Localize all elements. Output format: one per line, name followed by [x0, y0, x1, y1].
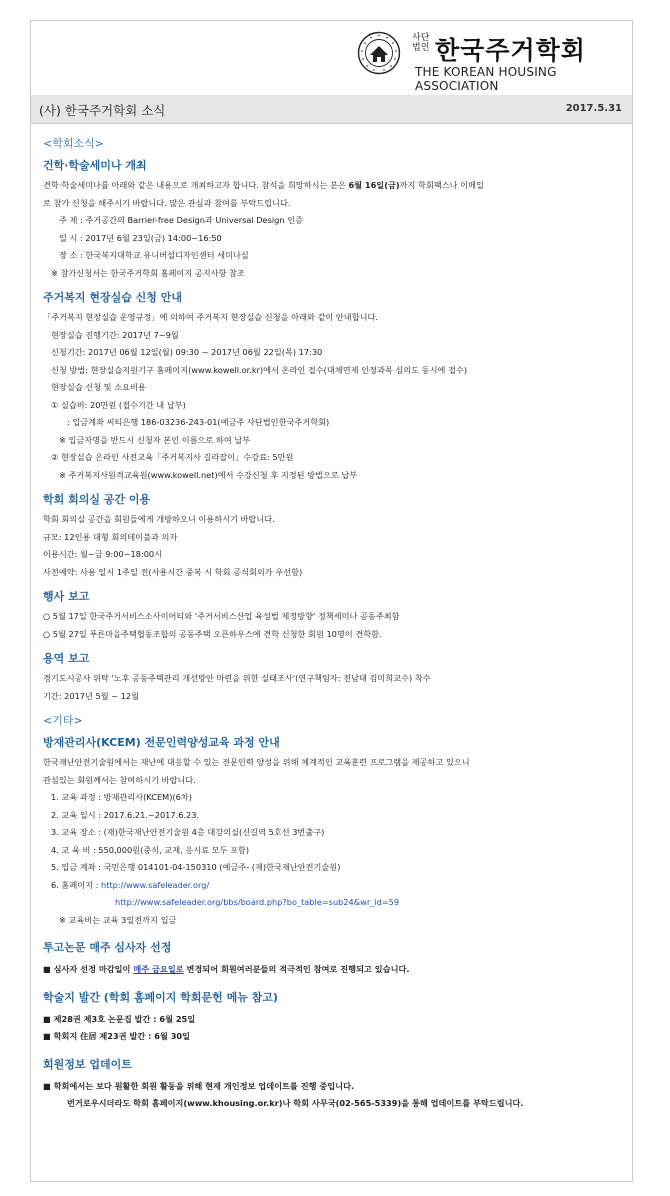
paragraph-line: 로 참가 신청을 해주시기 바랍니다. 많은 관심과 참여를 부탁드립니다. — [43, 197, 291, 208]
seminar-note: ※ 참가신청서는 한국주거학회 홈페이지 공지사항 참조 — [51, 267, 245, 278]
kcem-account: 5. 입금 계좌 : 국민은행 014101-04-150310 (예금주- (재)한국재난안전기술원) — [51, 862, 341, 872]
kcem-venue: 3. 교육 장소 : (재)한국재난안전기술원 4층 대강의실(신길역 5호선 3번출구) — [51, 827, 325, 837]
review-notice: ■ 심사자 선정 마감일이 매주 금요일로 변경되어 회원여러분들의 적극적인 참여로 진행되고 있습니다. — [43, 964, 410, 974]
member-update-line: 번거로우시더라도 학회 홈페이지(www.khousing.or.kr)나 학회 사무국(02-565-5339)을 통해 업데이트를 부탁드립니다. — [67, 1098, 524, 1108]
kcem-dates: 2. 교육 일시 : 2017.6.21.~2017.6.23. — [51, 809, 200, 820]
event-item: ○ 5월 17일 한국주거서비스소사이어티와 '주거서비스산업 육성법 제정방향' 정책세미나 공동주최함 — [43, 611, 400, 621]
newsletter-title: (사) 한국주거학회 소식 — [39, 103, 166, 118]
paragraph-line: 관심있는 회원께서는 참여하시기 바랍니다. — [43, 774, 196, 785]
fieldwork-pre-education: ② 현장실습 온라인 사전교육「주거복지사 길라잡이」수강료: 5만원 — [51, 452, 294, 462]
section-heading: 회원정보 업데이트 — [43, 1057, 132, 1071]
section-kcem — [43, 734, 627, 929]
kcem-board-line — [43, 894, 627, 912]
section-fieldwork — [43, 289, 627, 484]
section-review — [43, 939, 627, 979]
title-bar — [31, 95, 632, 124]
newsletter-content — [43, 135, 627, 1113]
section-heading: 투고논문 매주 심사자 선정 — [43, 941, 172, 954]
paragraph-line: 한국재난안전기술원에서는 재난에 대응할 수 있는 전문인력 양성을 위해 체계적인 교육훈련 프로그램을 제공하고 있으니 — [43, 757, 470, 767]
section-seminar — [43, 157, 627, 282]
fieldwork-application-method: 신청 방법: 현장실습지원기구 홈페이지(www.kowell.or.kr)에서 온라인 접수(대체면제 인정과목 심의도 동시에 접수) — [51, 364, 468, 375]
section-heading: 주거복지 현장실습 신청 안내 — [43, 291, 182, 304]
kcem-course: 1. 교육 과정 : 방재관리사(KCEM)(6차) — [51, 792, 192, 802]
newsletter-date: 2017.5.31 — [565, 103, 622, 114]
section-meeting-room — [43, 491, 627, 581]
section-heading: 학술지 발간 (학회 홈페이지 학회문헌 메뉴 참고) — [43, 990, 278, 1004]
fieldwork-pre-education-note: ※ 주거복지사원격교육원(www.kowell.net)에서 수강신청 후 지정된 방법으로 납부 — [59, 469, 358, 480]
newsletter-frame — [30, 20, 633, 1182]
org-name-korean: 한국주거학회 — [435, 36, 586, 65]
paragraph-line: 학회 회의실 공간을 회원들에게 개방하오니 이용하시기 바랍니다. — [43, 514, 275, 524]
room-capacity: 규모: 12인용 대형 회의테이블과 의자 — [43, 531, 178, 542]
seminar-topic: 주 제 : 주거공간의 Barrier-free Design과 Universal Design 인증 — [59, 215, 303, 225]
fieldwork-fee: ① 실습비: 20만원 (접수기간 내 납부) — [51, 399, 186, 410]
seminar-datetime: 일 시 : 2017년 6월 23일(금) 14:00~16:50 — [59, 232, 222, 243]
journal-item: ■ 제28권 제3호 논문집 발간 : 6월 25일 — [43, 1013, 196, 1024]
section-member-update — [43, 1056, 627, 1113]
fieldwork-application-period: 신청기간: 2017년 06월 12일(월) 09:30 ~ 2017년 06월 22일(목) 17:30 — [51, 347, 323, 357]
room-hours: 이용시간: 월~금 9:00~18:00시 — [43, 549, 163, 559]
service-period: 기간: 2017년 5월 ~ 12월 — [43, 690, 140, 701]
org-type-label: 사단 법인 — [412, 33, 430, 53]
section-event-report — [43, 588, 627, 643]
section-heading: 학회 회의실 공간 이용 — [43, 493, 151, 506]
org-name-english: THE KOREAN HOUSING ASSOCIATION — [415, 65, 557, 93]
section-journal — [43, 989, 627, 1046]
association-seal-icon — [357, 31, 401, 75]
kcem-homepage: 6. 홈페이지 : http://www.safeleader.org/ — [51, 879, 210, 890]
paragraph-line: 경기도시공사 위탁 '노후 공동주택관리 개선방안 마련을 위한 실태조사'(연구책임자: 전남대 김미희교수) 착수 — [43, 673, 431, 683]
event-item: ○ 5월 27일 푸른마을주택협동조합의 공동주택 오픈하우스에 견학 신청한 회원 10명이 견학함. — [43, 628, 382, 639]
paragraph-line: 견학·학술세미나를 아래와 같은 내용으로 개최하고자 합니다. 참석을 희망하시는 분은 6월 16일(금)까지 학회팩스나 이메일 — [43, 180, 484, 190]
paragraph-line: 「주거복지 현장실습 운영규정」에 의하여 주거복지 현장실습 신청을 아래와 같이 안내합니다. — [43, 312, 379, 322]
homepage-link[interactable]: http://www.safeleader.org/ — [101, 879, 210, 890]
fieldwork-cost-heading: 현장실습 신청 및 소요비용 — [51, 382, 146, 392]
seminar-venue: 장 소 : 한국복지대학교 유니버설디자인센터 세미나실 — [59, 250, 249, 260]
section-service-report — [43, 650, 627, 705]
board-link[interactable]: http://www.safeleader.org/bbs/board.php?bo_table=sub24&wr_id=59 — [115, 897, 400, 907]
section-heading: 용역 보고 — [43, 652, 90, 665]
room-reservation: 사전예약: 사용 일시 1주일 전(사용시간 중복 시 학회 공식회의가 우선함) — [43, 566, 303, 577]
category-other: <기타> — [43, 714, 83, 727]
header — [31, 21, 632, 93]
section-heading: 건학·학술세미나 개최 — [43, 159, 147, 172]
fieldwork-note: ※ 입금자명을 반드시 신청자 본인 이름으로 하여 납부 — [59, 434, 251, 445]
journal-item: ■ 학회지 住居 제23권 발간 : 6월 30일 — [43, 1031, 191, 1041]
fieldwork-period: 현장실습 진행기간: 2017년 7~9월 — [51, 329, 179, 340]
section-heading: 행사 보고 — [43, 590, 90, 603]
member-update-line: ■ 학회에서는 보다 원활한 회원 활동을 위해 현재 개인정보 업데이트를 진행 중입니다. — [43, 1080, 355, 1091]
section-heading: 방재관리사(KCEM) 전문인력양성교육 과정 안내 — [43, 736, 280, 749]
category-society-news: <학회소식> — [43, 137, 104, 150]
kcem-fee: 4. 교 육 비 : 550,000원(중식, 교재, 응시료 모두 포함) — [51, 844, 250, 855]
kcem-note: ※ 교육비는 교육 3일전까지 입금 — [59, 914, 177, 925]
fieldwork-account: : 입금계좌 씨티은행 186-03236-243-01(예금주 사단법인한국주거학회) — [67, 417, 330, 427]
